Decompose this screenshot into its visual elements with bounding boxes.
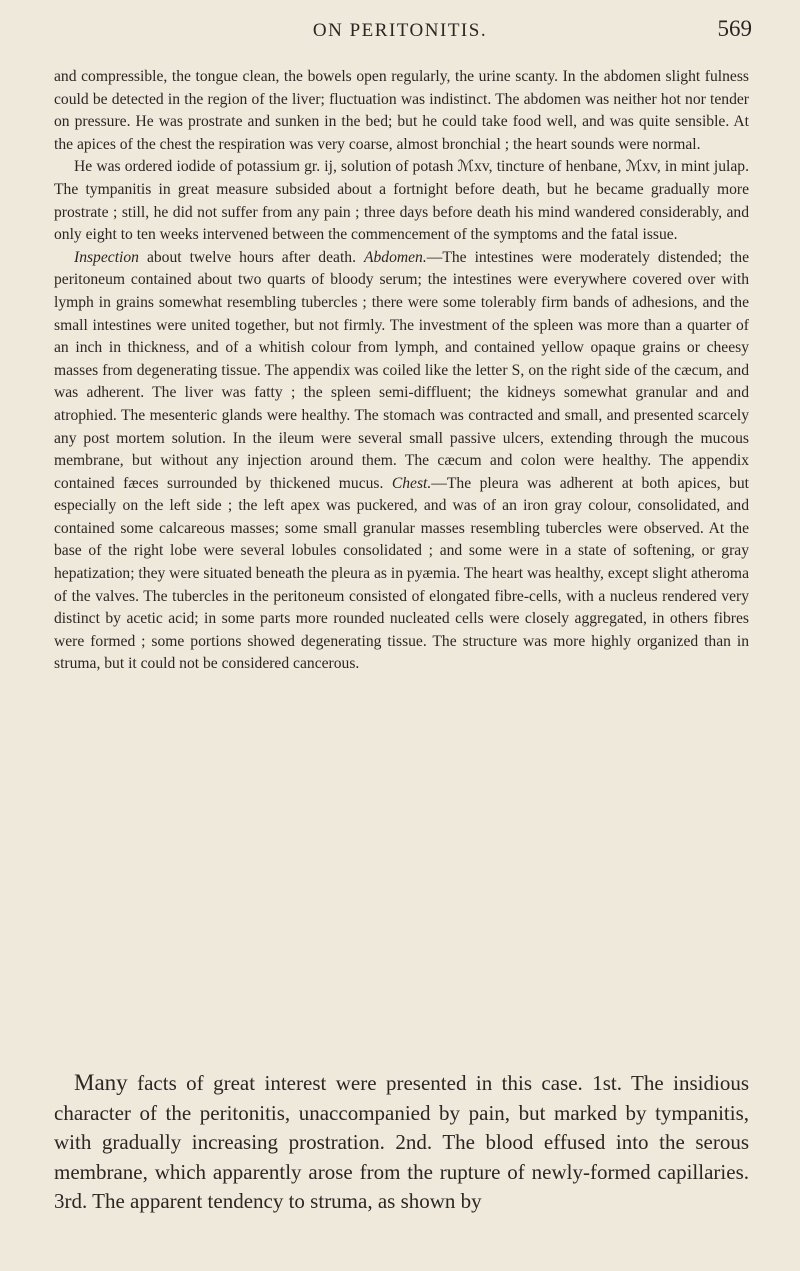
chest-text: —The pleura was adherent at both apices, but especially on the left side ; the left apex was puckered, and was of an iron gray colour, consolidated, and contained some calcareous masses; some small granular masses resembling tubercles were observed. At the base of the right lobe were several lobules consolidated ; and some were in a state of softening, or gray hepatization; they were situated beneath the pleura as in pyæmia. The heart was healthy, except slight atheroma of the valves. The tubercles in the peritoneum consisted of elongated fibre-cells, with a nucleus rendered very distinct by acetic acid; in some parts more rounded nucleated cells were closely aggregated, in others fibres were formed ; some portions showed degenerating tissue. The structure was more highly organized than in struma, but it could not be considered cancerous. bbox=[54, 474, 749, 673]
inspection-text-a: about twelve hours after death. bbox=[138, 248, 364, 266]
paragraph-treatment: He was ordered iodide of potassium gr. ij, solution of potash ℳxv, tincture of henbane, ℳxv, in mint julap. The tympanitis in great measure subsided about a fortnight before death, but he became gradually more prostrate ; still, he did not suffer from any pain ; three days before death his mind wandered considerably, and only eight to ten weeks intervened between the commencement of the symptoms and the fatal issue. bbox=[54, 158, 749, 244]
paragraph-commentary bbox=[54, 1068, 749, 1217]
paragraph-symptoms: and compressible, the tongue clean, the bowels open regularly, the urine scanty. In the abdomen slight fulness could be detected in the region of the liver; fluctuation was indistinct. The abdomen was neither hot nor tender on pressure. He was prostrate and sunken in the bed; but he could take food well, and was quite sensible. At the apices of the chest the respiration was very coarse, almost bronchial ; the heart sounds were normal. bbox=[54, 68, 749, 153]
page-number: 569 bbox=[717, 16, 752, 41]
chest-heading: Chest. bbox=[391, 474, 432, 492]
paragraph-inspection bbox=[54, 247, 749, 676]
page-header bbox=[0, 12, 800, 52]
running-title: ON PERITONITIS. bbox=[312, 20, 488, 41]
abdomen-text: —The intestines were moderately distended; the peritoneum contained about two quarts of bloody serum; the intestines were everywhere covered over with lymph in grains somewhat resembling tubercles ; there were some tolerably firm bands of adhesions, and the small intestines were united together, but not firmly. The investment of the spleen was more than a quarter of an inch in thickness, and of a whitish colour from lymph, and contained yellow opaque grains or cheesy masses from degenerating tissue. The appendix was coiled like the letter S, on the right side of the cæcum, and was adherent. The liver was fatty ; the spleen semi-diffluent; the kidneys somewhat granular and and atrophied. The mesenteric glands were healthy. The stomach was contracted and small, and presented scarcely any post mortem solution. In the ileum were several small passive ulcers, extending through the mucous membrane, but without any injection around them. The cæcum and colon were healthy. The appendix contained fæces surrounded by thickened mucus. bbox=[54, 248, 749, 492]
commentary-text: facts of great interest were presented in this case. 1st. The insidious character of the peritonitis, unaccompanied by pain, but marked by tympanitis, with gradually increasing prostration. 2nd. The blood effused into the serous membrane, which apparently arose from the rupture of newly-formed capillaries. 3rd. The apparent tendency to struma, as shown by bbox=[54, 1071, 749, 1213]
abdomen-heading: Abdomen. bbox=[363, 248, 427, 266]
commentary bbox=[54, 1068, 749, 1217]
inspection-heading: Inspection bbox=[74, 248, 139, 266]
commentary-lead-word: Many bbox=[74, 1070, 128, 1095]
case-report bbox=[54, 66, 749, 676]
